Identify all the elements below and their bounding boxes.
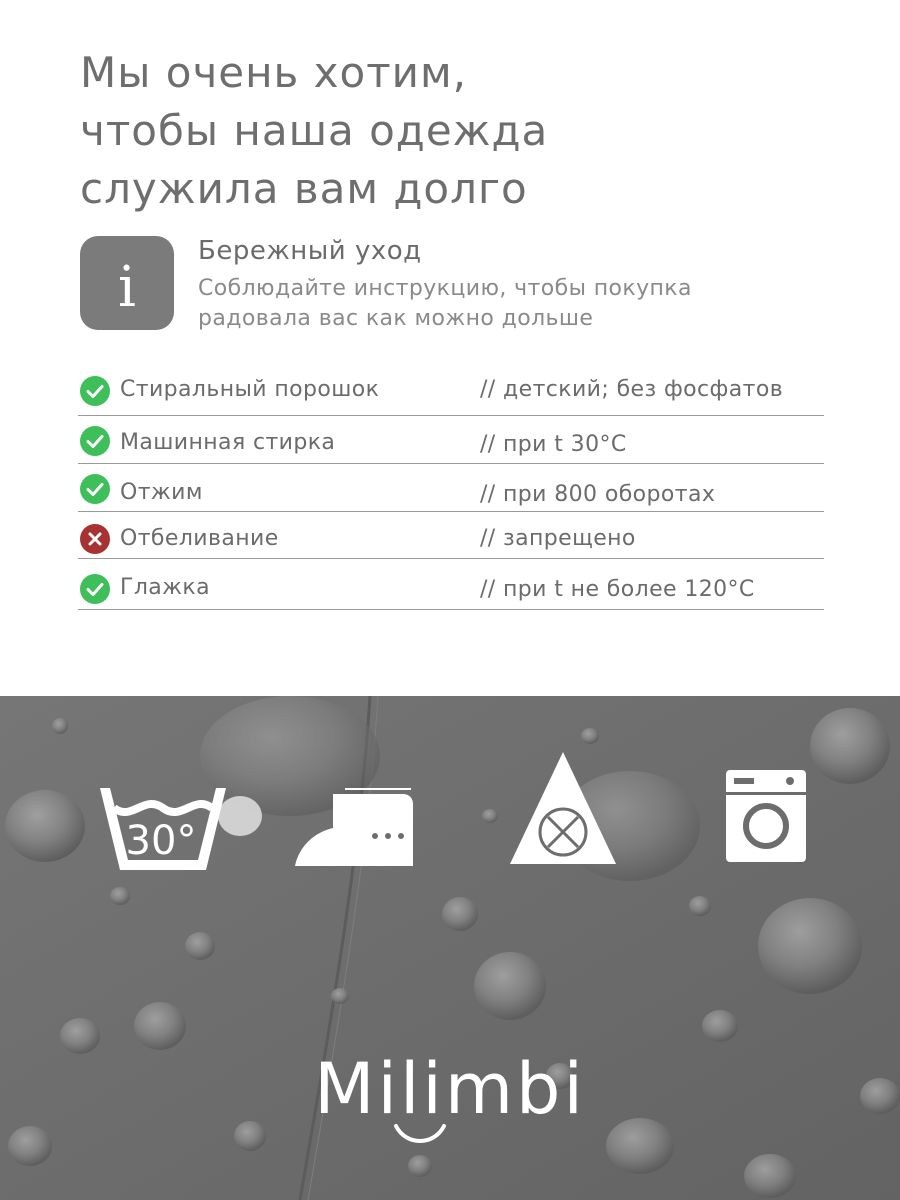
fabric-banner (0, 696, 900, 1200)
instruction-note: // при t не более 120°C (480, 577, 755, 602)
svg-text:i: i (118, 255, 136, 320)
no-bleach-icon (508, 750, 618, 866)
care-description-line-1: Соблюдайте инструкцию, чтобы покупка (198, 276, 692, 301)
instruction-note: // детский; без фосфатов (480, 377, 784, 402)
instruction-row (78, 559, 824, 610)
instruction-note: // при 800 оборотах (480, 482, 716, 507)
wash-30-icon (98, 782, 228, 874)
instruction-row (78, 416, 824, 464)
headline-line-1: Мы очень хотим, (80, 48, 468, 97)
check-icon (80, 426, 110, 456)
care-description-line-2: радовала вас как можно дольше (198, 306, 594, 331)
headline (80, 44, 840, 218)
instruction-label: Машинная стирка (120, 430, 336, 455)
care-description (198, 274, 818, 334)
headline-line-3: служила вам долго (80, 164, 528, 213)
instruction-row (78, 366, 824, 416)
care-title: Бережный уход (198, 236, 422, 266)
instruction-row (78, 464, 824, 512)
machine-wash-icon (726, 770, 806, 862)
check-icon (80, 376, 110, 406)
instruction-note: // запрещено (480, 526, 636, 551)
instruction-label: Отжим (120, 480, 203, 505)
headline-line-2: чтобы наша одежда (80, 106, 549, 155)
cross-icon (80, 524, 110, 554)
check-icon (80, 574, 110, 604)
info-icon (80, 236, 174, 330)
instruction-label: Глажка (120, 575, 210, 600)
instruction-note: // при t 30°C (480, 432, 627, 457)
brand-smile-icon (390, 1120, 450, 1150)
instructions-table (78, 366, 824, 610)
care-block (80, 236, 840, 332)
brand-logo: Milimbi (314, 1048, 586, 1130)
instruction-label: Отбеливание (120, 526, 279, 551)
instruction-row (78, 512, 824, 559)
instruction-label: Стиральный порошок (120, 377, 380, 402)
svg-text:30°: 30° (125, 818, 197, 864)
check-icon (80, 474, 110, 504)
iron-icon (293, 788, 415, 870)
